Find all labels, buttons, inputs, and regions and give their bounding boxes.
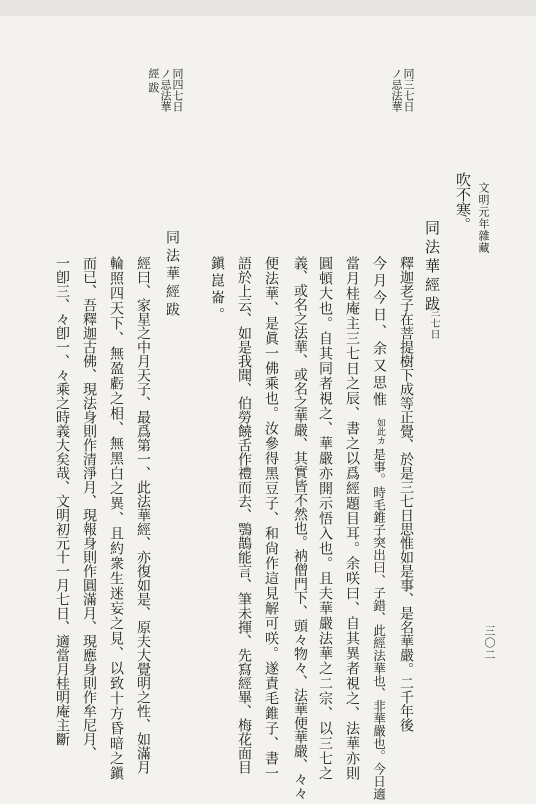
text-line-4b: 是事。時毛錐子突出曰、子錯、此經法華也、非華嚴也。今日適 <box>371 448 387 800</box>
text-line-12: 經曰、家星之中月天子、最爲第一、此法華經、亦復如是、原夫大覺明之性、如滿月 <box>135 256 151 774</box>
margin-note-4-7-line3: 經 <box>147 68 160 79</box>
margin-note-3-7-line2: ノ忌法華 <box>390 68 403 112</box>
text-line-3: 釋迦老子在菩提樹下成等正覺、於是三七日思惟如是事、是名華嚴。二千年後 <box>398 256 414 732</box>
margin-note-4-7-line4: 跋 <box>147 82 160 93</box>
text-line-8: 便法華、是眞一佛乘也。汝參得黑豆子、和尙作這見解可咲。遂責毛錐子、書一 <box>263 256 279 781</box>
section-heading-1: 同法華經跋 <box>423 220 441 315</box>
text-line-15: 一卽三、々卽一、々乘之時義大矣哉、文明初元十一月七日、適當月桂明庵主斷 <box>54 256 70 746</box>
section-heading-2: 同法華經跋 <box>164 230 180 320</box>
margin-note-4-7-line1: 同四七日 <box>171 68 184 112</box>
page-number: 三〇二 <box>483 625 496 661</box>
running-title: 文明元年雜藏 <box>477 182 490 254</box>
text-line-7: 義、或名之法華、或名之華嚴、其實皆不然也。衲僧門下、頭々物々、法華便華嚴、々々 <box>290 256 307 801</box>
text-line-4-note: 如此カ <box>375 418 385 445</box>
margin-note-3-7-line1: 同三七日 <box>402 68 415 112</box>
text-line-14: 而已、吾釋迦古佛、現法身則作清淨月、現報身則作圓滿月、現應身則作牟尼月、 <box>81 256 97 760</box>
text-line-9: 語於上云、如是我聞、伯勞饒舌作禮而去、鶚鵲能言、筆未揮、先寫經畢、梅花面目 <box>236 256 252 774</box>
text-line-6: 圓頓大也。自其同者視之、華嚴亦開示悟入也。且夫華嚴法華之二宗、以三七之 <box>317 256 333 781</box>
text-line-4a: 今月今日、余又思惟 <box>371 256 387 409</box>
text-line-5: 當月桂庵主三七日之辰、書之以爲經題目耳。余咲曰、自其異者視之、法華亦則 <box>344 256 360 781</box>
page-top-strip <box>0 0 536 16</box>
margin-note-4-7-line2: ノ忌法華 <box>159 68 172 112</box>
text-line-10: 鎭崑崙。 <box>209 256 225 324</box>
section-heading-1-note: 三七日 <box>428 307 439 340</box>
text-line-1: 吹不寒。 <box>454 172 472 232</box>
text-line-13: 輪照四天下、無盈虧之相、無黑白之異、且約衆生迷妄之見、以致十方昏暗之鎭 <box>108 256 124 781</box>
